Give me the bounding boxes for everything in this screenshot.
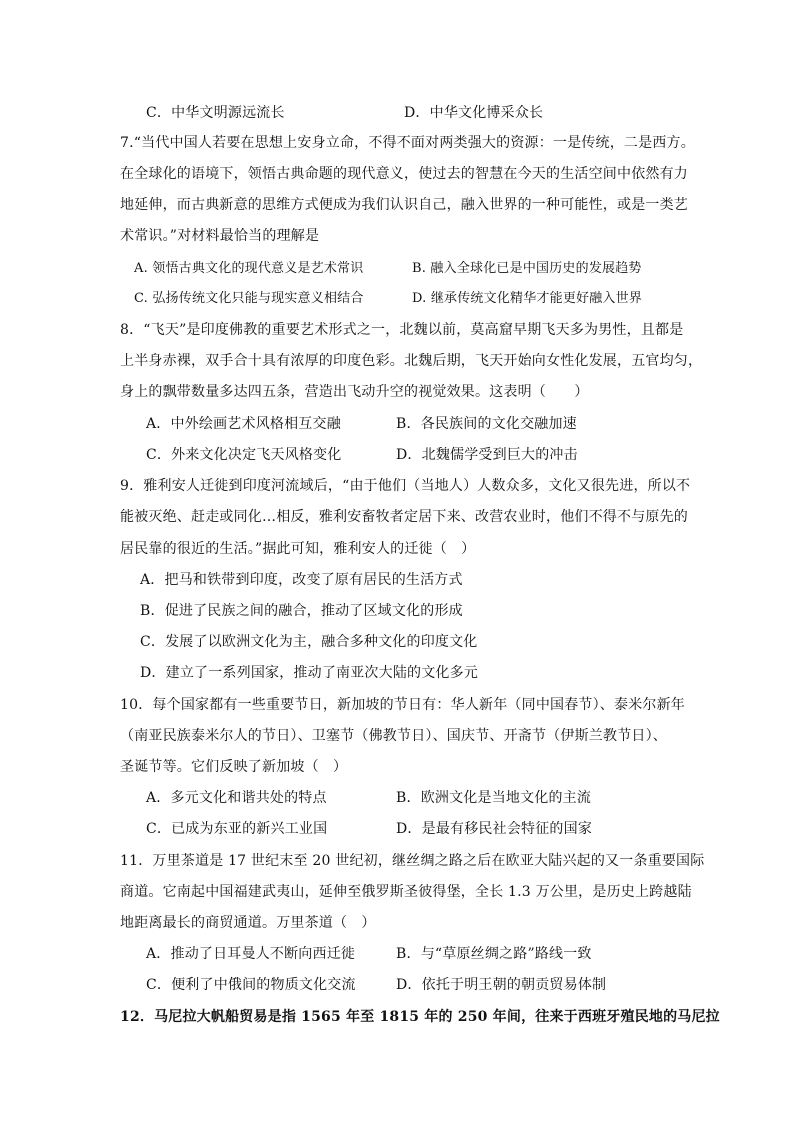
q7-option-c: C. 弘扬传统文化只能与现实意义相结合 xyxy=(134,291,364,306)
q9-option-b: B．促进了民族之间的融合，推动了区域文化的形成 xyxy=(140,603,463,619)
q10-option-a: A．多元文化和谐共处的特点 xyxy=(146,790,327,806)
q7-option-a: A. 领悟古典文化的现代意义是艺术常识 xyxy=(134,261,364,276)
q8-option-d: D．北魏儒学受到巨大的冲击 xyxy=(396,447,578,463)
q11-text-line-1: 11．万里茶道是 17 世纪末至 20 世纪初，继丝绸之路之后在欧亚大陆兴起的又一条重要国际 xyxy=(120,853,705,869)
q10-text-line-1: 10．每个国家都有一些重要节日，新加坡的节日有：华人新年（同中国春节）、泰米尔新年 xyxy=(120,697,686,713)
q7-option-b: B. 融入全球化已是中国历史的发展趋势 xyxy=(412,261,642,276)
q6-option-d: D．中华文化博采众长 xyxy=(404,105,544,121)
q9-option-a: A．把马和铁带到印度，改变了原有居民的生活方式 xyxy=(140,572,463,588)
q8-text-line-2: 上半身赤裸，双手合十具有浓厚的印度色彩。北魏后期，飞天开始向女性化发展，五官均匀， xyxy=(120,353,703,369)
q7-text-line-3: 地延伸，而古典新意的思维方式便成为我们认识自己，融入世界的一种可能性，或是一类艺 xyxy=(120,197,688,213)
q10-option-d: D．是最有移民社会特征的国家 xyxy=(396,821,593,837)
q8-option-b: B．各民族间的文化交融加速 xyxy=(396,416,577,432)
q10-option-b: B．欧洲文化是当地文化的主流 xyxy=(396,790,592,806)
q9-text-line-1: 9．雅利安人迁徙到印度河流域后，“由于他们（当地人）人数众多，文化又很先进，所以不 xyxy=(120,478,691,494)
q8-option-c: C．外来文化决定飞天风格变化 xyxy=(146,447,342,463)
q11-option-d: D．依托于明王朝的朝贡贸易体制 xyxy=(396,977,607,993)
q10-option-c: C．已成为东亚的新兴工业国 xyxy=(146,821,328,837)
q7-text-line-1: 7.“当代中国人若要在思想上安身立命，不得不面对两类强大的资源：一是传统，二是西方。 xyxy=(120,135,695,151)
q6-option-c: C．中华文明源远流长 xyxy=(146,105,285,121)
q7-text-line-4: 术常识。”对材料最恰当的理解是 xyxy=(120,228,320,244)
q11-option-c: C．便利了中俄间的物质文化交流 xyxy=(146,977,356,993)
q11-option-a: A．推动了日耳曼人不断向西迁徙 xyxy=(146,946,356,962)
q9-text-line-2: 能被灭绝、赶走或同化…相反，雅利安畜牧者定居下来、改营农业时，他们不得不与原先的 xyxy=(120,509,688,525)
q8-text-line-3: 身上的飘带数量多达四五条，营造出飞动升空的视觉效果。这表明（ ） xyxy=(120,384,589,400)
q11-text-line-2: 商道。它南起中国福建武夷山，延伸至俄罗斯圣彼得堡，全长 1.3 万公里，是历史上跨越陆 xyxy=(120,884,692,900)
q9-option-d: D．建立了一系列国家，推动了南亚次大陆的文化多元 xyxy=(140,665,479,681)
q7-option-d: D. 继承传统文化精华才能更好融入世界 xyxy=(412,291,643,306)
q11-text-line-3: 地距离最长的商贸通道。万里茶道（ ） xyxy=(120,915,376,931)
q9-text-line-3: 居民靠的很近的生活。”据此可知，雅利安人的迁徙（ ） xyxy=(120,541,476,557)
q12-text-line-1: 12．马尼拉大帆船贸易是指 1565 年至 1815 年的 250 年间，往来于西班牙殖民地的马尼拉 xyxy=(120,1009,720,1025)
q9-option-c: C．发展了以欧洲文化为主，融合多种文化的印度文化 xyxy=(140,634,478,650)
q7-text-line-2: 在全球化的语境下，领悟古典命题的现代意义，使过去的智慧在今天的生活空间中依然有力 xyxy=(120,166,688,182)
q10-text-line-3: 圣诞节等。它们反映了新加坡（ ） xyxy=(120,759,348,775)
q8-option-a: A．中外绘画艺术风格相互交融 xyxy=(146,416,341,432)
q10-text-line-2: （南亚民族泰米尔人的节日）、卫塞节（佛教节日）、国庆节、开斋节（伊斯兰教节日）、 xyxy=(120,728,667,744)
q8-text-line-1: 8．“飞天”是印度佛教的重要艺术形式之一，北魏以前，莫高窟早期飞天多为男性，且都是 xyxy=(120,322,684,338)
q11-option-b: B．与“草原丝绸之路”路线一致 xyxy=(396,946,592,962)
